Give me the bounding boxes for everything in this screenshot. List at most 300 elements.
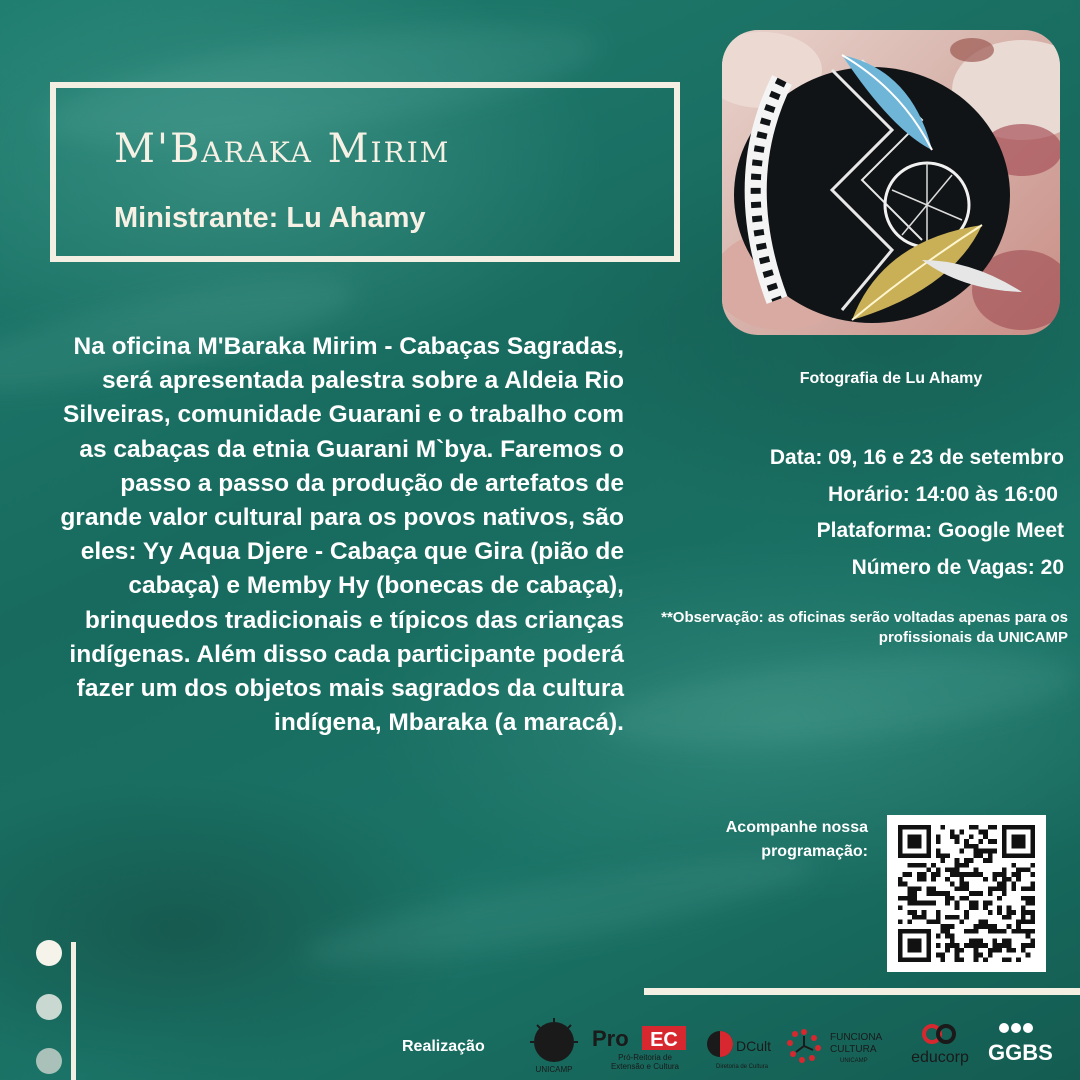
qr-module — [898, 882, 903, 887]
qr-module — [931, 872, 936, 877]
qr-module — [898, 896, 903, 901]
qr-module — [992, 872, 997, 877]
qr-module — [1026, 901, 1031, 906]
qr-module — [936, 910, 941, 915]
qr-module — [1030, 915, 1035, 920]
funciona-cultura-logo — [784, 1018, 900, 1074]
qr-module — [997, 910, 1002, 915]
qr-module — [974, 872, 979, 877]
qr-module — [912, 863, 917, 868]
instructor-name: Ministrante: Lu Ahamy — [114, 202, 426, 234]
qr-module — [945, 924, 950, 929]
qr-module — [983, 858, 988, 863]
dot-3 — [36, 1048, 62, 1074]
qr-module — [1016, 924, 1021, 929]
qr-module — [922, 872, 927, 877]
follow-label: Acompanhe nossa programação: — [725, 819, 868, 860]
qr-module — [988, 886, 993, 891]
footer-divider — [644, 988, 1080, 995]
qr-module — [941, 953, 946, 958]
qr-module — [983, 957, 988, 962]
qr-module — [969, 858, 974, 863]
qr-module — [1011, 882, 1016, 887]
funciona-line2: CULTURA — [830, 1044, 877, 1055]
qr-module — [964, 882, 969, 887]
qr-module — [912, 891, 917, 896]
qr-module — [1030, 910, 1035, 915]
qr-module — [941, 891, 946, 896]
qr-module — [959, 872, 964, 877]
qr-module — [988, 929, 993, 934]
qr-module — [1026, 943, 1031, 948]
qr-module — [950, 915, 955, 920]
qr-module — [1026, 868, 1031, 873]
qr-module — [959, 849, 964, 854]
qr-module — [950, 872, 955, 877]
qr-module — [974, 853, 979, 858]
dcult-sub: Diretoria de Cultura — [715, 1064, 769, 1070]
qr-module — [950, 830, 955, 835]
qr-module — [1026, 934, 1031, 939]
qr-module — [974, 938, 979, 943]
qr-module — [964, 839, 969, 844]
qr-module — [974, 905, 979, 910]
qr-module — [945, 896, 950, 901]
qr-module — [997, 872, 1002, 877]
qr-module — [988, 825, 993, 830]
proec-logo — [590, 1018, 700, 1074]
qr-module — [969, 825, 974, 830]
qr-module — [1007, 938, 1012, 943]
qr-module — [959, 877, 964, 882]
qr-module — [931, 901, 936, 906]
qr-module — [1030, 896, 1035, 901]
qr-module — [955, 872, 960, 877]
qr-module — [969, 891, 974, 896]
qr-module — [936, 919, 941, 924]
qr-module — [974, 953, 979, 958]
qr-module — [964, 886, 969, 891]
qr-module — [969, 834, 974, 839]
qr-module — [945, 934, 950, 939]
qr-module — [922, 910, 927, 915]
qr-module — [941, 853, 946, 858]
qr-module — [1011, 863, 1016, 868]
observation-note: **Observação: as oficinas serão voltadas apenas para os profissionais da UNICAMP — [661, 609, 1068, 646]
qr-module — [997, 886, 1002, 891]
qr-module — [1002, 877, 1007, 882]
qr-module — [903, 882, 908, 887]
qr-module — [955, 868, 960, 873]
qr-module — [1030, 901, 1035, 906]
qr-module — [931, 863, 936, 868]
qr-module — [1030, 943, 1035, 948]
qr-module — [1021, 948, 1026, 953]
qr-module — [922, 877, 927, 882]
qr-module — [936, 915, 941, 920]
qr-module — [983, 877, 988, 882]
qr-module — [907, 919, 912, 924]
qr-module — [978, 924, 983, 929]
qr-module — [974, 825, 979, 830]
qr-module — [1030, 872, 1035, 877]
qr-module — [978, 938, 983, 943]
qr-module — [1030, 882, 1035, 887]
qr-module — [898, 905, 903, 910]
qr-module — [945, 948, 950, 953]
qr-module — [1007, 924, 1012, 929]
qr-module — [1021, 896, 1026, 901]
qr-module — [907, 896, 912, 901]
qr-module — [997, 943, 1002, 948]
footer-label: Realização — [402, 1038, 485, 1055]
qr-module — [1021, 919, 1026, 924]
qr-module — [964, 943, 969, 948]
proec-line1: Pró-Reitoria de — [618, 1053, 672, 1062]
qr-module — [950, 934, 955, 939]
qr-module — [978, 953, 983, 958]
qr-module — [992, 886, 997, 891]
event-platform: Plataforma: Google Meet — [816, 519, 1064, 542]
dcult-text: DCult — [736, 1038, 772, 1054]
qr-module — [1007, 877, 1012, 882]
qr-module — [1026, 929, 1031, 934]
qr-module — [955, 953, 960, 958]
qr-module — [983, 830, 988, 835]
qr-module — [964, 929, 969, 934]
qr-module — [931, 877, 936, 882]
qr-code[interactable] — [887, 815, 1046, 972]
event-date: Data: 09, 16 e 23 de setembro — [769, 446, 1064, 469]
qr-module — [917, 863, 922, 868]
qr-module — [936, 943, 941, 948]
qr-module — [936, 853, 941, 858]
qr-module — [964, 910, 969, 915]
qr-module — [936, 891, 941, 896]
qr-module — [997, 882, 1002, 887]
qr-module — [1002, 886, 1007, 891]
qr-module — [903, 872, 908, 877]
dcult-logo — [704, 1018, 780, 1074]
qr-module — [988, 953, 993, 958]
qr-module — [931, 886, 936, 891]
qr-module — [978, 849, 983, 854]
qr-module — [1002, 915, 1007, 920]
qr-module — [983, 901, 988, 906]
qr-module — [988, 901, 993, 906]
qr-module — [903, 896, 908, 901]
qr-module — [945, 929, 950, 934]
qr-module — [1002, 957, 1007, 962]
qr-module — [1007, 957, 1012, 962]
qr-module — [964, 896, 969, 901]
qr-module — [974, 901, 979, 906]
qr-module — [1030, 919, 1035, 924]
qr-module — [912, 915, 917, 920]
qr-module — [1021, 886, 1026, 891]
qr-module — [945, 943, 950, 948]
qr-module — [1002, 938, 1007, 943]
qr-module — [907, 891, 912, 896]
qr-module — [992, 877, 997, 882]
qr-module — [959, 863, 964, 868]
qr-module — [945, 877, 950, 882]
qr-module — [936, 953, 941, 958]
title-box — [50, 82, 680, 262]
qr-module — [1030, 938, 1035, 943]
qr-module — [1011, 948, 1016, 953]
qr-module — [983, 924, 988, 929]
qr-module — [950, 896, 955, 901]
qr-module — [1026, 910, 1031, 915]
qr-module — [959, 830, 964, 835]
educorp-logo — [904, 1018, 976, 1074]
qr-module — [907, 901, 912, 906]
qr-module — [964, 844, 969, 849]
qr-module — [992, 948, 997, 953]
qr-module — [1007, 910, 1012, 915]
qr-module — [931, 919, 936, 924]
qr-module — [983, 905, 988, 910]
qr-module — [974, 929, 979, 934]
qr-module — [931, 891, 936, 896]
qr-module — [1002, 868, 1007, 873]
qr-module — [1007, 948, 1012, 953]
qr-module — [974, 849, 979, 854]
ggbs-text: GGBS — [988, 1040, 1053, 1065]
qr-module — [1011, 929, 1016, 934]
qr-module — [969, 929, 974, 934]
qr-module — [974, 943, 979, 948]
event-time: Horário: 14:00 às 16:00 — [828, 482, 1058, 506]
qr-module — [1002, 929, 1007, 934]
qr-module — [1002, 882, 1007, 887]
qr-module — [898, 877, 903, 882]
qr-module — [988, 910, 993, 915]
qr-module — [964, 863, 969, 868]
qr-module — [1011, 910, 1016, 915]
qr-module — [992, 929, 997, 934]
qr-module — [1021, 905, 1026, 910]
qr-module — [936, 872, 941, 877]
qr-module — [955, 886, 960, 891]
qr-module — [964, 872, 969, 877]
qr-module — [988, 924, 993, 929]
qr-module — [950, 868, 955, 873]
qr-module — [955, 943, 960, 948]
qr-module — [1021, 910, 1026, 915]
qr-module — [969, 938, 974, 943]
qr-module — [907, 886, 912, 891]
qr-module — [936, 868, 941, 873]
qr-module — [988, 858, 993, 863]
funciona-line3: UNICAMP — [840, 1058, 868, 1064]
qr-module — [992, 924, 997, 929]
qr-module — [969, 905, 974, 910]
gourd-photo — [722, 30, 1060, 335]
qr-module — [1011, 872, 1016, 877]
qr-module — [922, 915, 927, 920]
qr-module — [988, 891, 993, 896]
qr-module — [912, 896, 917, 901]
qr-module — [978, 839, 983, 844]
qr-module — [922, 863, 927, 868]
qr-module — [1002, 891, 1007, 896]
qr-module — [1021, 943, 1026, 948]
qr-module — [1026, 953, 1031, 958]
qr-module — [945, 853, 950, 858]
proec-ec: EC — [650, 1029, 678, 1051]
qr-module — [945, 901, 950, 906]
qr-module — [974, 868, 979, 873]
qr-module — [1016, 872, 1021, 877]
qr-module — [912, 901, 917, 906]
qr-module — [917, 915, 922, 920]
qr-module — [1002, 943, 1007, 948]
dot-1 — [36, 940, 62, 966]
qr-module — [926, 919, 931, 924]
qr-module — [988, 849, 993, 854]
qr-module — [983, 849, 988, 854]
qr-module — [1016, 877, 1021, 882]
qr-module — [950, 943, 955, 948]
qr-module — [950, 834, 955, 839]
qr-module — [959, 896, 964, 901]
qr-module — [992, 943, 997, 948]
qr-module — [941, 957, 946, 962]
educorp-text: educorp — [911, 1049, 969, 1066]
photo-caption: Fotografia de Lu Ahamy — [799, 370, 983, 387]
qr-module — [997, 905, 1002, 910]
qr-module — [907, 863, 912, 868]
qr-module — [964, 858, 969, 863]
qr-module — [1016, 957, 1021, 962]
qr-module — [992, 825, 997, 830]
qr-module — [1026, 896, 1031, 901]
qr-module — [941, 825, 946, 830]
qr-module — [974, 957, 979, 962]
qr-module — [997, 896, 1002, 901]
qr-module — [912, 886, 917, 891]
qr-module — [955, 839, 960, 844]
qr-module — [1007, 905, 1012, 910]
qr-module — [974, 948, 979, 953]
qr-module — [1016, 868, 1021, 873]
proec-pro: Pro — [592, 1026, 629, 1051]
qr-module — [926, 901, 931, 906]
qr-module — [997, 948, 1002, 953]
qr-module — [978, 830, 983, 835]
qr-module — [955, 905, 960, 910]
qr-module — [988, 853, 993, 858]
qr-module — [988, 839, 993, 844]
qr-module — [955, 915, 960, 920]
qr-module — [978, 919, 983, 924]
qr-module — [1021, 915, 1026, 920]
qr-module — [955, 858, 960, 863]
qr-module — [955, 863, 960, 868]
qr-module — [1021, 868, 1026, 873]
qr-module — [969, 943, 974, 948]
qr-module — [969, 872, 974, 877]
qr-module — [950, 882, 955, 887]
qr-module — [922, 901, 927, 906]
qr-module — [926, 891, 931, 896]
qr-module — [974, 844, 979, 849]
qr-module — [974, 924, 979, 929]
qr-module — [969, 901, 974, 906]
qr-module — [1021, 929, 1026, 934]
qr-module — [983, 919, 988, 924]
qr-module — [1016, 919, 1021, 924]
qr-module — [997, 929, 1002, 934]
event-seats: Número de Vagas: 20 — [851, 555, 1064, 579]
qr-module — [978, 872, 983, 877]
qr-module — [969, 844, 974, 849]
qr-module — [1007, 915, 1012, 920]
qr-module — [1011, 886, 1016, 891]
qr-module — [959, 948, 964, 953]
qr-module — [978, 943, 983, 948]
qr-module — [950, 938, 955, 943]
qr-module — [983, 834, 988, 839]
qr-module — [950, 924, 955, 929]
dot-2 — [36, 994, 62, 1020]
qr-module — [936, 934, 941, 939]
qr-module — [1016, 929, 1021, 934]
qr-module — [917, 886, 922, 891]
qr-module — [1030, 886, 1035, 891]
qr-module — [936, 834, 941, 839]
qr-module — [941, 858, 946, 863]
proec-line2: Extensão e Cultura — [610, 1062, 680, 1071]
unicamp-logo — [526, 1018, 582, 1074]
qr-module — [959, 886, 964, 891]
qr-module — [1030, 863, 1035, 868]
qr-module — [955, 834, 960, 839]
qr-module — [1026, 919, 1031, 924]
qr-module — [974, 891, 979, 896]
qr-module — [907, 872, 912, 877]
qr-module — [898, 919, 903, 924]
qr-module — [1030, 929, 1035, 934]
qr-module — [955, 957, 960, 962]
qr-module — [941, 924, 946, 929]
qr-module — [955, 948, 960, 953]
qr-module — [992, 839, 997, 844]
qr-module — [955, 901, 960, 906]
qr-module — [926, 868, 931, 873]
qr-module — [959, 957, 964, 962]
workshop-description: Na oficina M'Baraka Mirim - Cabaças Sagradas, será apresentada palestra sobre a Aldeia Rio Silveiras, comunidade Guarani e o trabalho com as cabaças da etnia Guarani M`bya. Faremos o passo a passo da produção de artefatos de grande valor cultural para os povos nativos, são eles: Yy Aqua Djere - Cabaça que Gira (pião de cabaça) e Memby Hy (bonecas de cabaça), brinquedos tradicionais e típicos das crianças indígenas. Além disso cada participante poderá fazer um dos objetos mais sagrados da cultura indígena, Mbaraka (a maracá). — [60, 333, 624, 737]
qr-module — [988, 948, 993, 953]
qr-module — [959, 919, 964, 924]
qr-module — [1002, 872, 1007, 877]
qr-module — [1007, 943, 1012, 948]
ggbs-logo — [986, 1018, 1066, 1074]
qr-module — [936, 849, 941, 854]
qr-module — [945, 868, 950, 873]
qr-module — [912, 910, 917, 915]
qr-module — [945, 891, 950, 896]
qr-module — [964, 915, 969, 920]
qr-module — [926, 886, 931, 891]
qr-module — [959, 882, 964, 887]
event-info — [664, 440, 1064, 586]
funciona-line1: FUNCIONA — [830, 1032, 883, 1043]
qr-module — [992, 938, 997, 943]
qr-module — [917, 901, 922, 906]
